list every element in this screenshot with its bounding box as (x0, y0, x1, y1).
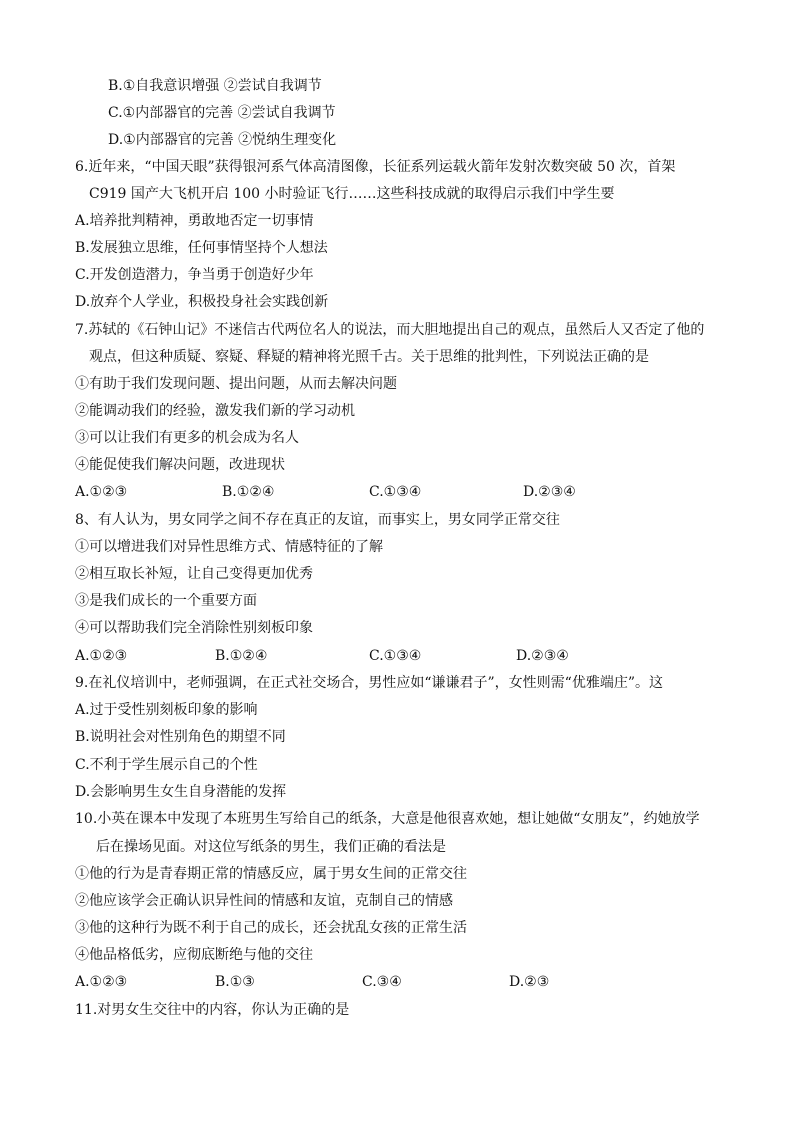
q6-stem-line1: 6.近年来，“中国天眼”获得银河系气体高清图像，长征系列运载火箭年发射次数突破 50 次，首架 (75, 159, 676, 175)
q10-option-a: A.①②③ (75, 974, 128, 990)
q9-option-b: B.说明社会对性别角色的期望不同 (75, 729, 286, 745)
q10-statement-4: ④他品格低劣，应彻底断绝与他的交往 (75, 947, 313, 963)
q7-option-a: A.①②③ (75, 484, 128, 500)
q10-statement-1: ①他的行为是青春期正常的情感反应，属于男女生间的正常交往 (75, 866, 467, 882)
q9-option-c: C.不利于学生展示自己的个性 (75, 757, 258, 773)
q5-option-d: D.①内部器官的完善 ②悦纳生理变化 (108, 132, 337, 148)
q6-stem-line2: C919 国产大飞机开启 100 小时验证飞行……这些科技成就的取得启示我们中学生要 (89, 186, 615, 202)
q5-option-c: C.①内部器官的完善 ②尝试自我调节 (108, 105, 336, 121)
q8-option-a: A.①②③ (75, 648, 128, 664)
q7-statement-4: ④能促使我们解决问题，改进现状 (75, 457, 285, 473)
q6-option-a: A.培养批判精神，勇敢地否定一切事情 (75, 213, 314, 229)
q9-option-a: A.过于受性别刻板印象的影响 (75, 702, 258, 718)
q8-option-b: B.①②④ (215, 648, 268, 664)
q7-stem-line2: 观点，但这种质疑、察疑、释疑的精神将光照千古。关于思维的批判性，下列说法正确的是 (89, 349, 649, 365)
q10-statement-2: ②他应该学会正确认识异性间的情感和友谊，克制自己的情感 (75, 893, 453, 909)
q9-stem: 9.在礼仪培训中，老师强调，在正式社交场合，男性应如“谦谦君子”，女性则需“优雅端庄”。这 (75, 675, 663, 691)
q10-stem-line2: 后在操场见面。对这位写纸条的男生，我们正确的看法是 (96, 839, 446, 855)
q7-option-d: D.②③④ (523, 484, 576, 500)
q8-statement-1: ①可以增进我们对异性思维方式、情感特征的了解 (75, 539, 383, 555)
q11-stem: 11.对男女生交往中的内容，你认为正确的是 (75, 1002, 350, 1018)
q8-option-d: D.②③④ (516, 648, 569, 664)
q8-statement-3: ③是我们成长的一个重要方面 (75, 593, 257, 609)
q7-statement-1: ①有助于我们发现问题、提出问题，从而去解决问题 (75, 376, 397, 392)
q10-option-d: D.②③ (509, 974, 550, 990)
q7-statement-3: ③可以让我们有更多的机会成为名人 (75, 430, 299, 446)
q7-option-b: B.①②④ (222, 484, 275, 500)
q8-stem: 8、有人认为，男女同学之间不存在真正的友谊，而事实上，男女同学正常交往 (75, 512, 560, 528)
q7-statement-2: ②能调动我们的经验，激发我们新的学习动机 (75, 403, 355, 419)
q10-statement-3: ③他的这种行为既不利于自己的成长，还会扰乱女孩的正常生活 (75, 920, 467, 936)
q10-stem-line1: 10.小英在课本中发现了本班男生写给自己的纸条，大意是他很喜欢她，想让她做“女朋友”，约她放学 (75, 811, 700, 827)
q6-option-b: B.发展独立思维，任何事情坚持个人想法 (75, 240, 328, 256)
q7-stem-line1: 7.苏轼的《石钟山记》不迷信古代两位名人的说法，而大胆地提出自己的观点，虽然后人又否定了他的 (75, 322, 705, 338)
q6-option-c: C.开发创造潜力，争当勇于创造好少年 (75, 267, 314, 283)
q6-option-d: D.放弃个人学业，积极投身社会实践创新 (75, 294, 329, 310)
q9-option-d: D.会影响男生女生自身潜能的发挥 (75, 784, 287, 800)
q8-option-c: C.①③④ (369, 648, 422, 664)
q8-statement-4: ④可以帮助我们完全消除性别刻板印象 (75, 620, 313, 636)
q7-option-c: C.①③④ (369, 484, 422, 500)
q10-option-c: C.③④ (362, 974, 402, 990)
q8-statement-2: ②相互取长补短，让自己变得更加优秀 (75, 566, 313, 582)
q5-option-b: B.①自我意识增强 ②尝试自我调节 (108, 78, 322, 94)
q10-option-b: B.①③ (215, 974, 255, 990)
